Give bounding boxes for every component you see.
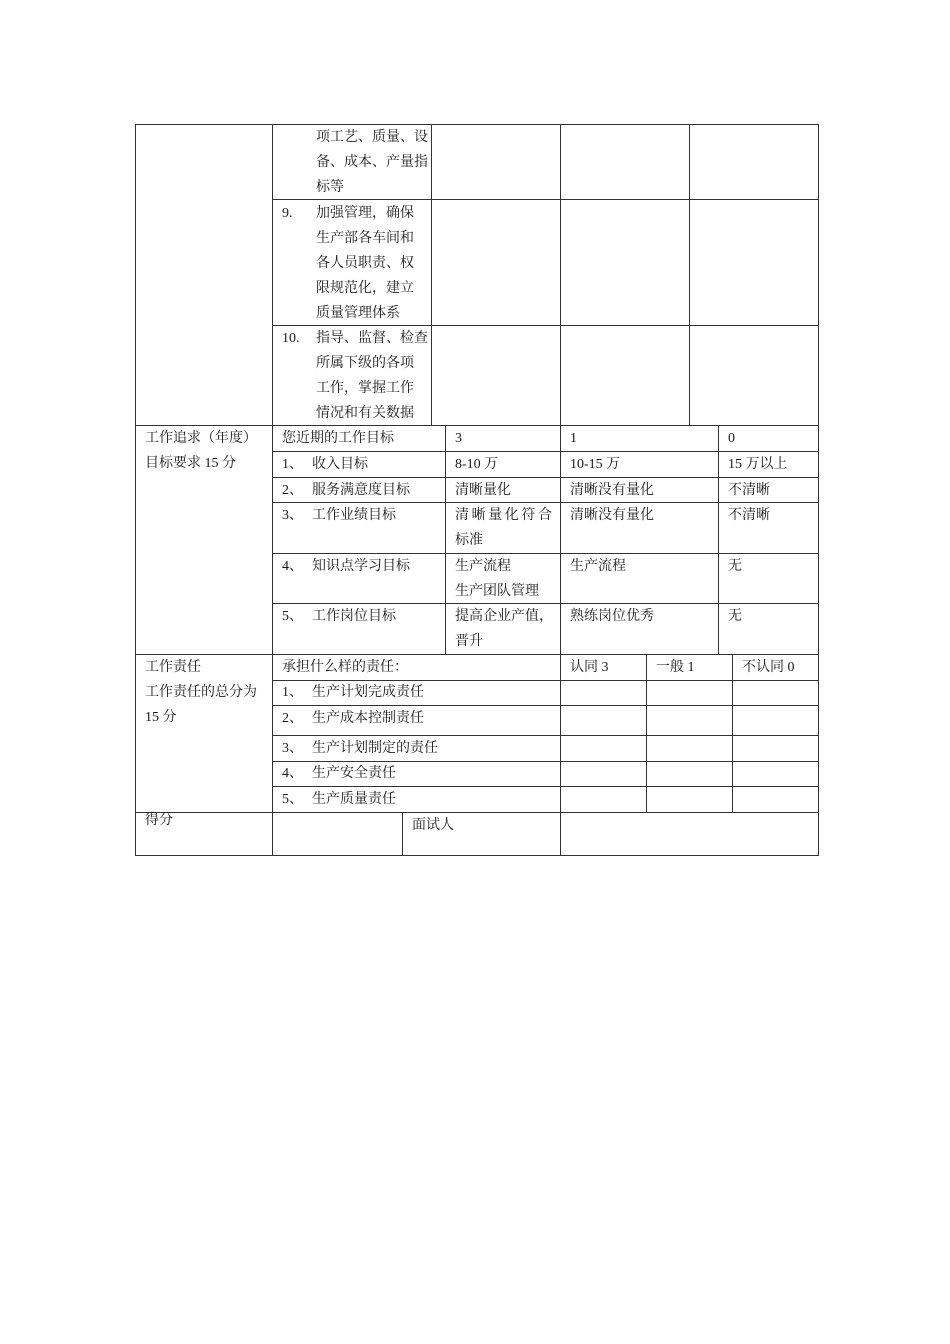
duty-item-9-number: 9. xyxy=(282,206,293,221)
interviewer-label: 面试人 xyxy=(412,818,454,833)
goal-row-number: 1、 xyxy=(282,457,303,472)
duty-line: 工作，掌握工作 xyxy=(316,381,414,396)
goal-row-option-b: 清晰没有量化 xyxy=(570,508,654,523)
responsibility-row-number: 1、 xyxy=(282,685,303,700)
goal-row-option-a: 8-10 万 xyxy=(455,457,499,472)
responsibility-header-disagree: 不认同 0 xyxy=(742,660,795,675)
goal-row-option-a xyxy=(455,604,553,654)
goal-row-item: 服务满意度目标 xyxy=(312,483,410,498)
goal-row-option-c: 15 万以上 xyxy=(728,457,788,472)
goal-row-item: 工作业绩目标 xyxy=(312,508,396,523)
duty-line: 项工艺、质量、设 xyxy=(316,130,428,145)
option-line: 提高企业产值， xyxy=(455,609,553,624)
rule-right xyxy=(818,124,819,856)
goal-row-item: 工作岗位目标 xyxy=(312,609,396,624)
duty-item-8-text xyxy=(316,125,428,200)
responsibility-header-item: 承担什么样的责任： xyxy=(282,660,408,675)
goal-row-option-b: 生产流程 xyxy=(570,559,626,574)
duty-line: 所属下级的各项 xyxy=(316,356,414,371)
rule xyxy=(402,812,403,856)
responsibility-row-number: 4、 xyxy=(282,766,303,781)
duty-line: 情况和有关数据 xyxy=(316,406,414,421)
responsibility-row-number: 3、 xyxy=(282,741,303,756)
goal-row-number: 5、 xyxy=(282,609,303,624)
rule xyxy=(272,124,273,856)
duty-line: 各人员职责、权 xyxy=(316,256,414,271)
goal-row-option-a: 清晰量化 xyxy=(455,483,511,498)
rule xyxy=(560,812,561,856)
goal-row-option-b: 熟练岗位优秀 xyxy=(570,609,654,624)
goal-row-item: 收入目标 xyxy=(312,457,368,472)
responsibility-row-number: 2、 xyxy=(282,711,303,726)
goal-row-option-c: 不清晰 xyxy=(728,508,770,523)
rule xyxy=(646,654,647,813)
responsibility-row-item: 生产成本控制责任 xyxy=(312,711,424,726)
duty-line: 指导、监督、检查 xyxy=(316,331,428,346)
goal-row-number: 2、 xyxy=(282,483,303,498)
goal-row-number: 3、 xyxy=(282,508,303,523)
goal-row-option-a xyxy=(455,503,555,553)
score-label: 得分 xyxy=(145,813,173,828)
duty-line: 限规范化，建立 xyxy=(316,281,414,296)
goal-row-option-a xyxy=(455,554,539,604)
option-line: 清晰量化符合 xyxy=(455,508,555,523)
responsibility-row-item: 生产安全责任 xyxy=(312,766,396,781)
option-line: 生产团队管理 xyxy=(455,584,539,599)
label-line: 工作责任的总分为 xyxy=(145,685,257,700)
option-line: 生产流程 xyxy=(455,559,511,574)
responsibility-row-number: 5、 xyxy=(282,792,303,807)
responsibility-header-neutral: 一般 1 xyxy=(656,660,695,675)
goals-header-score-a: 3 xyxy=(455,431,462,446)
goal-row-option-b: 清晰没有量化 xyxy=(570,483,654,498)
responsibility-row-item: 生产计划完成责任 xyxy=(312,685,424,700)
rule xyxy=(718,425,719,655)
option-line: 标准 xyxy=(455,533,483,548)
duty-line: 标等 xyxy=(316,180,344,195)
goal-row-option-b: 10-15 万 xyxy=(570,457,621,472)
duty-line: 质量管理体系 xyxy=(316,306,400,321)
goal-row-option-c: 无 xyxy=(728,609,742,624)
label-line: 工作责任 xyxy=(145,660,201,675)
option-line: 晋升 xyxy=(455,634,483,649)
goals-header-item: 您近期的工作目标 xyxy=(282,431,394,446)
responsibility-header-agree: 认同 3 xyxy=(570,660,609,675)
label-line: 目标要求 15 分 xyxy=(145,456,236,471)
duty-item-10-number: 10. xyxy=(282,331,300,346)
duty-line: 加强管理，确保 xyxy=(316,206,414,221)
duty-item-10-text xyxy=(316,326,428,426)
goal-row-option-c: 不清晰 xyxy=(728,483,770,498)
label-line: 15 分 xyxy=(145,710,177,725)
rule-top xyxy=(135,124,819,125)
rule xyxy=(135,812,819,813)
rule xyxy=(732,654,733,813)
responsibility-row-item: 生产质量责任 xyxy=(312,792,396,807)
goals-section-label xyxy=(145,426,257,476)
rule xyxy=(445,425,446,655)
duty-line: 生产部各车间和 xyxy=(316,231,414,246)
rule-left xyxy=(135,124,136,856)
rule xyxy=(560,654,561,813)
responsibility-row-item: 生产计划制定的责任 xyxy=(312,741,438,756)
duty-item-9-text xyxy=(316,201,414,326)
goals-header-score-c: 0 xyxy=(728,431,735,446)
goal-row-item: 知识点学习目标 xyxy=(312,559,410,574)
rule xyxy=(560,124,561,426)
rule xyxy=(560,425,561,655)
responsibility-section-label xyxy=(145,655,257,730)
rule-bottom xyxy=(135,855,819,856)
duty-line: 备、成本、产量指 xyxy=(316,155,428,170)
goals-header-score-b: 1 xyxy=(570,431,577,446)
rule xyxy=(431,124,432,426)
goal-row-number: 4、 xyxy=(282,559,303,574)
label-line: 工作追求（年度） xyxy=(145,431,257,446)
goal-row-option-c: 无 xyxy=(728,559,742,574)
rule xyxy=(689,124,690,426)
